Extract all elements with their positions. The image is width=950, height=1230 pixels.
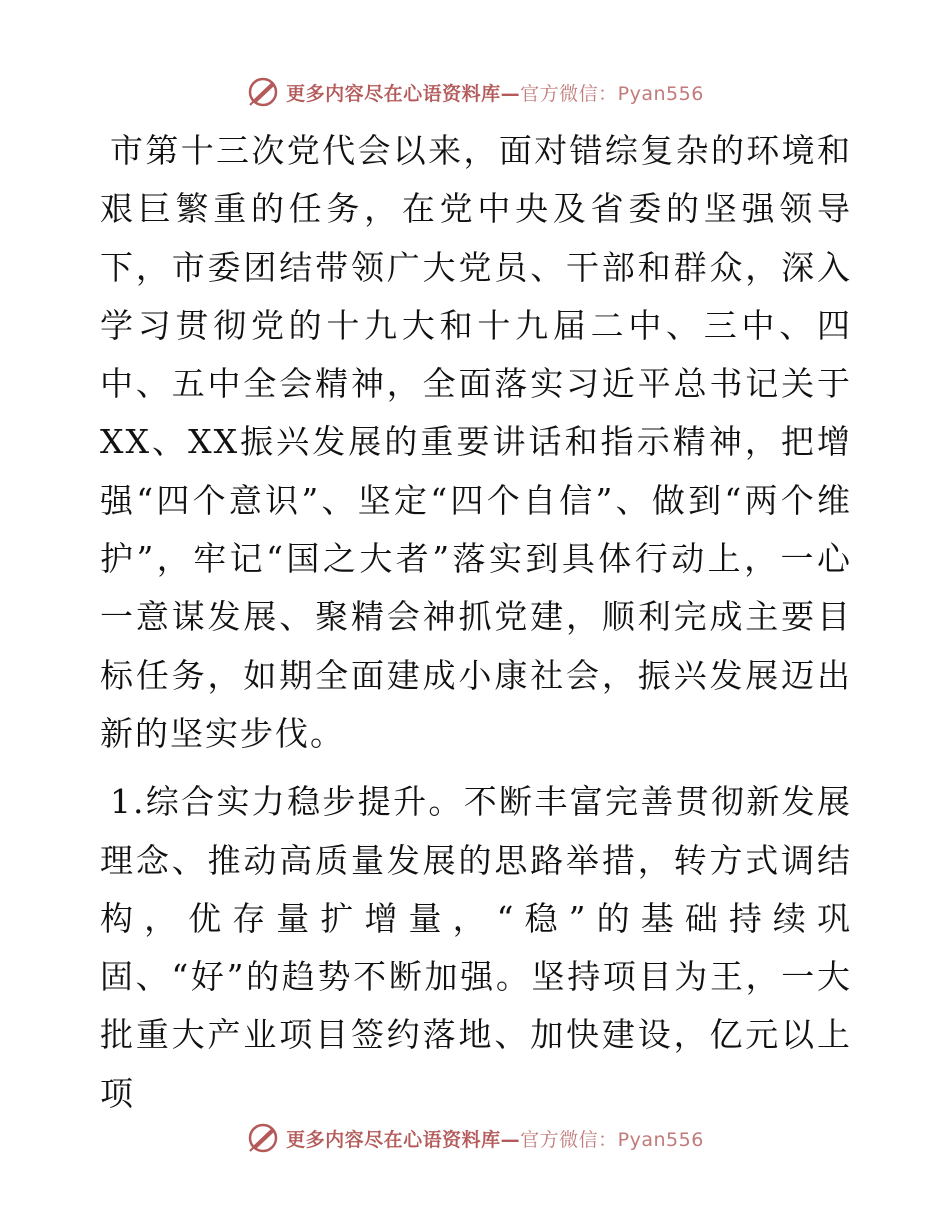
paragraph-section-1: 1.综合实力稳步提升。不断丰富完善贯彻新发展理念、推动高质量发展的思路举措，转方式调结构，优存量扩增量，“稳”的基础持续巩固、“好”的趋势不断加强。坚持项目为王，一大批重大产业项目签约落地、加快建设，亿元以上项 [100, 782, 852, 1113]
watermark-wechat-text: 官方微信：Pyan556 [520, 82, 704, 105]
watermark-site-text: 更多内容尽在心语资料库— [286, 82, 521, 105]
header-watermark [0, 72, 950, 112]
watermark-text [286, 79, 704, 106]
quill-pen-icon [246, 75, 280, 109]
footer-watermark [0, 1118, 950, 1158]
watermark-text [286, 1125, 704, 1152]
document-body [100, 122, 852, 1123]
paragraph-intro: 市第十三次党代会以来，面对错综复杂的环境和艰巨繁重的任务，在党中央及省委的坚强领导下，市委团结带领广大党员、干部和群众，深入学习贯彻党的十九大和十九届二中、三中、四中、五中全会精神，全面落实习近平总书记关于XX、XX振兴发展的重要讲话和指示精神，把增强“四个意识”、坚定“四个自信”、做到“两个维护”，牢记“国之大者”落实到具体行动上，一心一意谋发展、聚精会神抓党建，顺利完成主要目标任务，如期全面建成小康社会，振兴发展迈出新的坚实步伐。 [100, 131, 852, 753]
quill-pen-icon [246, 1121, 280, 1155]
watermark-wechat-text: 官方微信：Pyan556 [520, 1128, 704, 1151]
watermark-site-text: 更多内容尽在心语资料库— [286, 1128, 521, 1151]
